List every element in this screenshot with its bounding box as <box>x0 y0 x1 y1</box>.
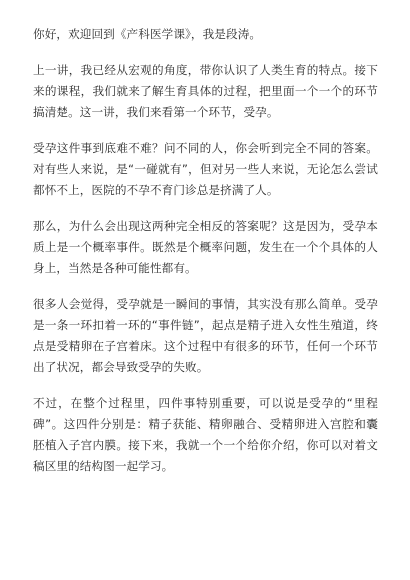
paragraph-greeting: 你好，欢迎回到《产科医学课》，我是段涛。 <box>33 27 262 41</box>
paragraph-probability: 那么，为什么会出现这两种完全相反的答案呢？这是因为，受孕本质上是一个概率事件。既然是个概率问题，发生在一个个具体的人身上，当然是各种可能性都有。 <box>33 219 378 275</box>
paragraph-milestones: 不过，在整个过程里，四件事特别重要，可以说是受孕的“里程碑”。这四件分别是：精子获能、精卵融合、受精卵进入宫腔和囊胚植入子宫内膜。接下来，我就一个一个给你介绍，你可以对着文稿区里的结构图一起学习。 <box>33 396 378 473</box>
paragraph-question: 受孕这件事到底难不难？问不同的人，你会听到完全不同的答案。对有些人来说，是“一碰就有”，但对另一些人来说，无论怎么尝试都怀不上，医院的不孕不育门诊总是挤满了人。 <box>33 141 378 197</box>
paragraph-event-chain: 很多人会觉得，受孕就是一瞬间的事情，其实没有那么简单。受孕是一条一环扣着一环的“事件链”，起点是精子进入女性生殖道，终点是受精卵在子宫着床。这个过程中有很多的环节，任何一个环节出了状况，都会导致受孕的失败。 <box>33 297 378 374</box>
paragraph-intro: 上一讲，我已经从宏观的角度，带你认识了人类生育的特点。接下来的课程，我们就来了解生育具体的过程，把里面一个一个的环节搞清楚。这一讲，我们来看第一个环节，受孕。 <box>33 63 378 119</box>
article-body <box>33 24 378 492</box>
